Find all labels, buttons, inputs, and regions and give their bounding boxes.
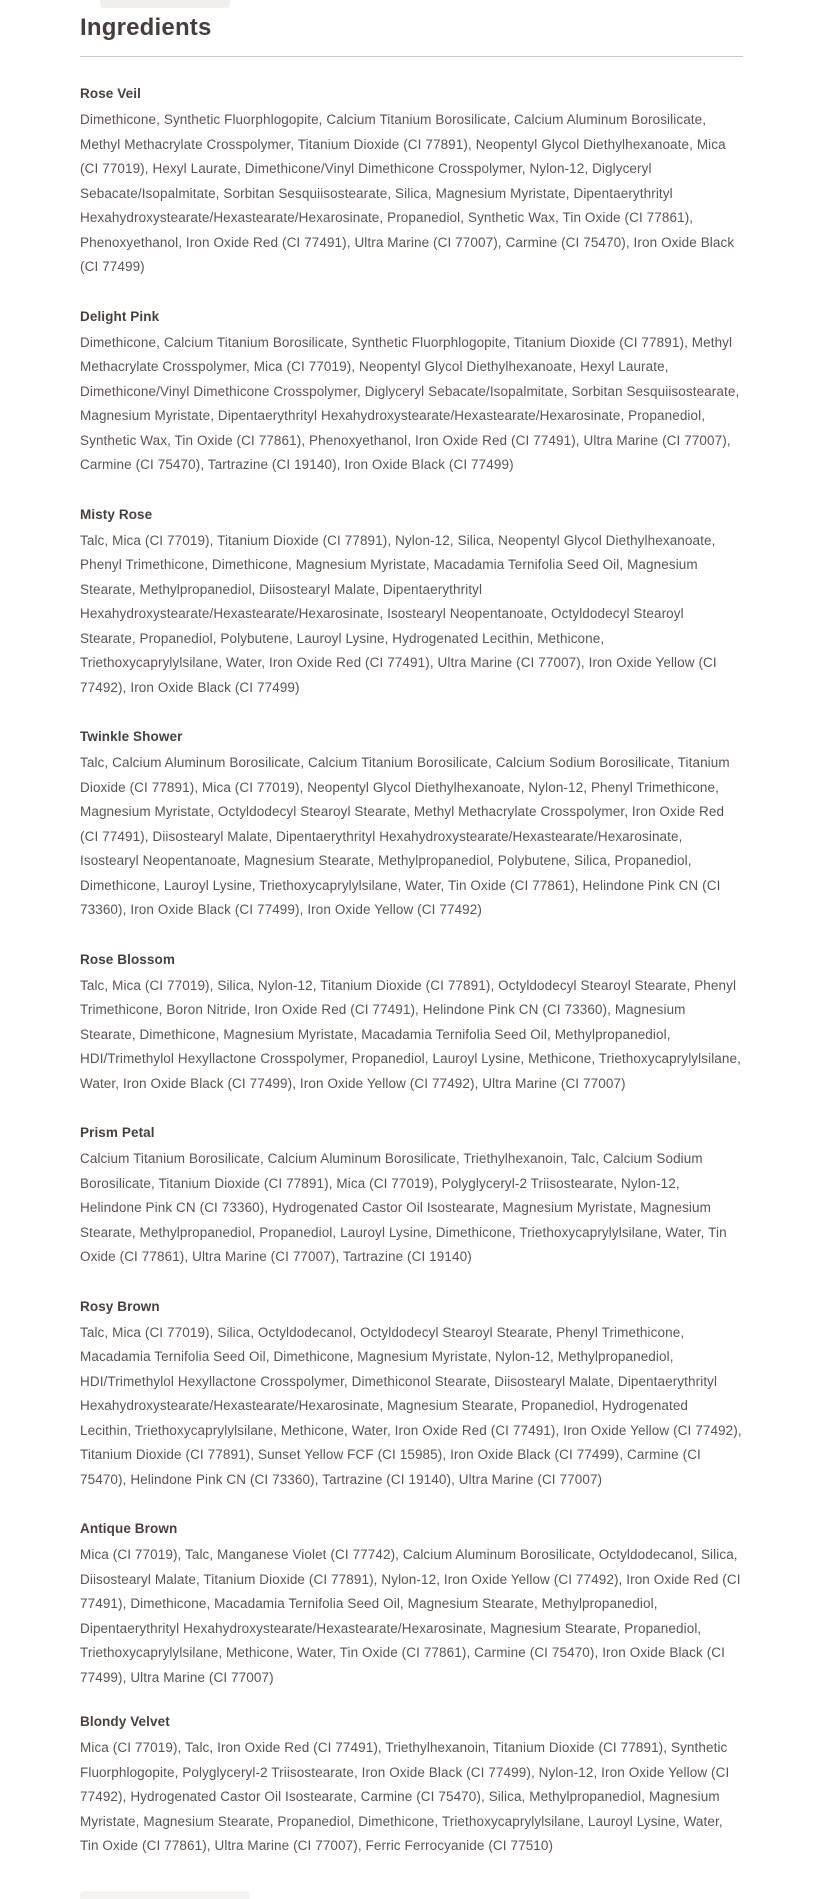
- page-title: Ingredients: [80, 14, 212, 41]
- ingredients-list: Talc, Mica (CI 77019), Titanium Dioxide (CI 77891), Nylon-12, Silica, Neopentyl Glycol Diethylhexanoate, Phenyl Trimethicone, Dimethicone, Magnesium Myristate, Macadamia Ternifolia Seed Oil, Magnesium Stearate, Methylpropanediol, Diisostearyl Malate, Dipentaerythrityl Hexahydroxystearate/Hexastearate/Hexarosinate, Isostearyl Neopentanoate, Octyldodecyl Stearoyl Stearate, Propanediol, Polybutene, Lauroyl Lysine, Hydrogenated Lecithin, Methicone, Triethoxycaprylylsilane, Water, Iron Oxide Red (CI 77491), Ultra Marine (CI 77007), Iron Oxide Yellow (CI 77492), Iron Oxide Black (CI 77499): [80, 532, 717, 695]
- ingredient-section: [80, 1125, 743, 1270]
- ingredients-list: Calcium Titanium Borosilicate, Calcium Aluminum Borosilicate, Triethylhexanoin, Talc, Calcium Sodium Borosilicate, Titanium Dioxide (CI 77891), Mica (CI 77019), Polyglyceryl-2 Triisostearate, Nylon-12, Helindone Pink CN (CI 73360), Hydrogenated Castor Oil Isostearate, Magnesium Myristate, Magnesium Stearate, Methylpropanediol, Propanediol, Lauroyl Lysine, Dimethicone, Triethoxycaprylylsilane, Water, Tin Oxide (CI 77861), Ultra Marine (CI 77007), Tartrazine (CI 19140): [80, 1151, 727, 1264]
- product-name: Twinkle Shower: [80, 729, 183, 744]
- ingredient-section: [80, 86, 743, 280]
- ingredient-section: [80, 507, 743, 701]
- ingredient-section: [80, 952, 743, 1097]
- ingredient-section: [80, 309, 743, 478]
- product-name: Antique Brown: [80, 1521, 178, 1536]
- product-name: Rose Veil: [80, 86, 141, 101]
- product-name: Rosy Brown: [80, 1298, 160, 1314]
- ingredients-list: Dimethicone, Calcium Titanium Borosilicate, Synthetic Fluorphlogopite, Titanium Dioxide (CI 77891), Methyl Methacrylate Crosspolymer, Mica (CI 77019), Neopentyl Glycol Diethylhexanoate, Hexyl Laurate, Dimethicone/Vinyl Dimethicone Crosspolymer, Diglyceryl Sebacate/Isopalmitate, Sorbitan Sesquiisostearate, Magnesium Myristate, Dipentaerythrityl Hexahydroxystearate/Hexastearate/Hexarosinate, Propanediol, Synthetic Wax, Tin Oxide (CI 77861), Phenoxyethanol, Iron Oxide Red (CI 77491), Ultra Marine (CI 77007), Carmine (CI 75470), Tartrazine (CI 19140), Iron Oxide Black (CI 77499): [80, 334, 740, 472]
- ingredient-section: [80, 1521, 743, 1690]
- title-divider: [80, 56, 743, 57]
- cutoff-element-bottom: [80, 1891, 250, 1899]
- ingredients-list: Mica (CI 77019), Talc, Manganese Violet (CI 77742), Calcium Aluminum Borosilicate, Octyldodecanol, Silica, Diisostearyl Malate, Titanium Dioxide (CI 77891), Nylon-12, Iron Oxide Yellow (CI 77492), Iron Oxide Red (CI 77491), Dimethicone, Macadamia Ternifolia Seed Oil, Magnesium Stearate, Methylpropanediol, Dipentaerythrityl Hexahydroxystearate/Hexastearate/Hexarosinate, Magnesium Stearate, Propanediol, Triethoxycaprylylsilane, Methicone, Water, Tin Oxide (CI 77861), Carmine (CI 75470), Iron Oxide Black (CI 77499), Ultra Marine (CI 77007): [80, 1547, 741, 1685]
- ingredient-section: [80, 1714, 743, 1859]
- ingredients-list: Talc, Mica (CI 77019), Silica, Octyldodecanol, Octyldodecyl Stearoyl Stearate, Phenyl Trimethicone, Macadamia Ternifolia Seed Oil, Dimethicone, Magnesium Myristate, Nylon-12, Methylpropanediol, HDI/Trimethylol Hexyllactone Crosspolymer, Dimethiconol Stearate, Diisostearyl Malate, Dipentaerythrityl Hexahydroxystearate/Hexastearate/Hexarosinate, Magnesium Stearate, Propanediol, Hydrogenated Lecithin, Triethoxycaprylylsilane, Methicone, Water, Iron Oxide Red (CI 77491), Iron Oxide Yellow (CI 77492), Titanium Dioxide (CI 77891), Sunset Yellow FCF (CI 15985), Iron Oxide Black (CI 77499), Carmine (CI 75470), Helindone Pink CN (CI 73360), Tartrazine (CI 19140), Ultra Marine (CI 77007): [80, 1324, 742, 1487]
- sections: [80, 86, 745, 1859]
- product-name: Blondy Velvet: [80, 1714, 170, 1729]
- ingredients-list: Talc, Calcium Aluminum Borosilicate, Calcium Titanium Borosilicate, Calcium Sodium Borosilicate, Titanium Dioxide (CI 77891), Mica (CI 77019), Neopentyl Glycol Diethylhexanoate, Nylon-12, Phenyl Trimethicone, Magnesium Myristate, Octyldodecyl Stearoyl Stearate, Methyl Methacrylate Crosspolymer, Iron Oxide Red (CI 77491), Diisostearyl Malate, Dipentaerythrityl Hexahydroxystearate/Hexastearate/Hexarosinate, Isostearyl Neopentanoate, Magnesium Stearate, Methylpropanediol, Polybutene, Silica, Propanediol, Dimethicone, Lauroyl Lysine, Triethoxycaprylylsilane, Water, Tin Oxide (CI 77861), Helindone Pink CN (CI 73360), Iron Oxide Black (CI 77499), Iron Oxide Yellow (CI 77492): [80, 755, 730, 917]
- product-name: Misty Rose: [80, 506, 153, 522]
- product-name: Delight Pink: [80, 308, 160, 324]
- product-name: Rose Blossom: [80, 951, 175, 967]
- ingredients-list: Dimethicone, Synthetic Fluorphlogopite, Calcium Titanium Borosilicate, Calcium Aluminum Borosilicate, Methyl Methacrylate Crosspolymer, Titanium Dioxide (CI 77891), Neopentyl Glycol Diethylhexanoate, Mica (CI 77019), Hexyl Laurate, Dimethicone/Vinyl Dimethicone Crosspolymer, Nylon-12, Diglyceryl Sebacate/Isopalmitate, Sorbitan Sesquiisostearate, Silica, Magnesium Myristate, Dipentaerythrityl Hexahydroxystearate/Hexastearate/Hexarosinate, Propanediol, Synthetic Wax, Tin Oxide (CI 77861), Phenoxyethanol, Iron Oxide Red (CI 77491), Ultra Marine (CI 77007), Carmine (CI 75470), Iron Oxide Black (CI 77499): [80, 112, 735, 274]
- ingredients-list: Mica (CI 77019), Talc, Iron Oxide Red (CI 77491), Triethylhexanoin, Titanium Dioxide (CI 77891), Synthetic Fluorphlogopite, Polyglyceryl-2 Triisostearate, Iron Oxide Black (CI 77499), Nylon-12, Iron Oxide Yellow (CI 77492), Hydrogenated Castor Oil Isostearate, Carmine (CI 75470), Silica, Methylpropanediol, Magnesium Myristate, Magnesium Stearate, Propanediol, Dimethicone, Triethoxycaprylylsilane, Lauroyl Lysine, Water, Tin Oxide (CI 77861), Ultra Marine (CI 77007), Ferric Ferrocyanide (CI 77510): [80, 1740, 730, 1853]
- product-name: Prism Petal: [80, 1125, 155, 1140]
- ingredient-section: [80, 1299, 743, 1493]
- ingredients-list: Talc, Mica (CI 77019), Silica, Nylon-12, Titanium Dioxide (CI 77891), Octyldodecyl Stearoyl Stearate, Phenyl Trimethicone, Boron Nitride, Iron Oxide Red (CI 77491), Helindone Pink CN (CI 73360), Magnesium Stearate, Dimethicone, Magnesium Myristate, Macadamia Ternifolia Seed Oil, Methylpropanediol, HDI/Trimethylol Hexyllactone Crosspolymer, Propanediol, Lauroyl Lysine, Methicone, Triethoxycaprylylsilane, Water, Iron Oxide Black (CI 77499), Iron Oxide Yellow (CI 77492), Ultra Marine (CI 77007): [80, 977, 741, 1091]
- ingredient-section: [80, 729, 743, 923]
- cutoff-element-top: [100, 0, 230, 8]
